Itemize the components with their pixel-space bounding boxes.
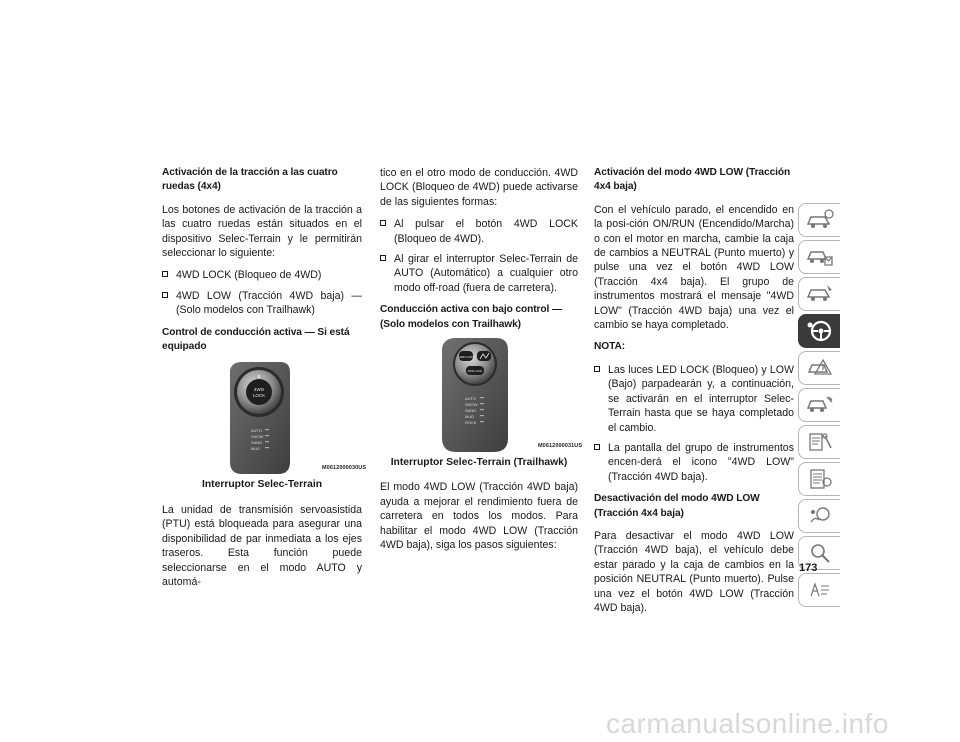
bullet-list <box>594 363 794 484</box>
paragraph: Para desactivar el modo 4WD LOW (Tracción 4WD baja), el vehículo debe estar parado y la caja de cambios en la posición NEUTRAL (Punto muerto). Pulse una vez el botón 4WD LOW (Tracción 4WD baja). <box>594 529 794 614</box>
svg-text:SNOW: SNOW <box>251 434 264 440</box>
svg-text:AUTO: AUTO <box>465 396 477 402</box>
tab-multimedia[interactable] <box>798 499 840 533</box>
section-heading-active-drive-low: Conducción activa con bajo control — (Solo modelos con Trailhawk) <box>380 304 563 330</box>
svg-text:SAND: SAND <box>465 408 477 414</box>
list-item: Al pulsar el botón 4WD LOCK (Bloqueo de 4WD). <box>380 217 578 246</box>
paragraph: El modo 4WD LOW (Tracción 4WD baja) ayuda a mejorar el rendimiento fuera de carretera en todos los modos. Para habilitar el modo 4WD LOW (Tracción 4WD baja), siga los pasos siguientes: <box>380 481 578 552</box>
page-number: 173 <box>799 562 818 574</box>
selec-terrain-switch-image <box>162 362 362 474</box>
tab-steering-wheel[interactable] <box>798 314 840 348</box>
figure-caption: Interruptor Selec-Terrain (Trailhawk) <box>390 457 568 469</box>
list-item: Al girar el interruptor Selec-Terrain de AUTO (Automático) a cualquier otro modo off-road (fuera de carretera). <box>380 252 578 295</box>
list-item: La pantalla del grupo de instrumentos encen-derá el icono "4WD LOW" (Tracción 4WD baja). <box>594 441 794 484</box>
bullet-list <box>380 217 578 295</box>
svg-text:SAND: SAND <box>251 440 263 446</box>
multimedia-icon <box>805 504 835 528</box>
square-bullet-icon <box>380 255 386 261</box>
section-heading-4wd-low-deactivation: Desactivación del modo 4WD LOW (Tracción 4x4 baja) <box>594 493 760 519</box>
svg-text:MUD: MUD <box>465 414 475 420</box>
car-info-icon <box>805 208 835 232</box>
figure-selec-terrain-switch <box>162 362 367 474</box>
svg-text:AUTO: AUTO <box>251 428 263 434</box>
paragraph: tico en el otro modo de conducción. 4WD LOCK (Bloqueo de 4WD) puede activarse de las siguientes formas: <box>380 167 578 208</box>
list-item: 4WD LOW (Tracción 4WD baja) — (Solo modelos con Trailhawk) <box>162 289 362 318</box>
service-icon <box>805 430 835 454</box>
svg-text:LOCK: LOCK <box>252 393 266 399</box>
selec-terrain-trailhawk-image <box>380 338 578 452</box>
column-3 <box>594 166 794 623</box>
figure-selec-terrain-trailhawk <box>380 338 583 452</box>
tab-car-safety[interactable] <box>798 240 840 274</box>
paragraph: La unidad de transmisión servoasistida (PTU) está bloqueada para asegurar una disponibilidad de par inmediata a los ejes traseros. Esta función puede seleccionarse en el modo AUTO y automá- <box>162 503 362 588</box>
square-bullet-icon <box>162 292 168 298</box>
tab-service[interactable] <box>798 425 840 459</box>
chapter-tabs <box>798 203 840 610</box>
section-heading-4x4-activation: Activación de la tracción a las cuatro ruedas (4x4) <box>162 167 338 193</box>
column-1 <box>162 166 367 597</box>
section-heading-4wd-low-activation: Activación del modo 4WD LOW (Tracción 4x4 baja) <box>594 167 791 193</box>
tab-car-info[interactable] <box>798 203 840 237</box>
list-item: Las luces LED LOCK (Bloqueo) y LOW (Bajo) parpadearán y, a continuación, se activarán en el interruptor Selec-Terrain hasta que se haya completado el cambio. <box>594 363 794 435</box>
svg-text:4WD LOW: 4WD LOW <box>459 355 473 360</box>
index-search-icon <box>805 578 835 602</box>
figure-caption: Interruptor Selec-Terrain <box>202 479 322 491</box>
square-bullet-icon <box>162 271 168 277</box>
watermark: carmanualsonline.info <box>606 708 889 739</box>
steering-wheel-icon <box>805 318 835 344</box>
emergency-icon <box>805 393 835 417</box>
square-bullet-icon <box>594 444 600 450</box>
list-item: 4WD LOCK (Bloqueo de 4WD) <box>162 268 362 282</box>
svg-text:SNOW: SNOW <box>465 402 478 408</box>
car-safety-icon <box>805 245 835 269</box>
specifications-icon <box>805 467 835 491</box>
paragraph: Los botones de activación de la tracción a las cuatro ruedas están situados en el dispositivo Selec-Terrain y le permitirán seleccionar lo siguiente: <box>162 203 362 260</box>
tab-warning-lights[interactable] <box>798 351 840 385</box>
tab-emergency[interactable] <box>798 388 840 422</box>
car-start-icon <box>805 282 835 306</box>
svg-text:MUD: MUD <box>251 446 261 452</box>
figure-code: M0612000031US <box>538 443 583 450</box>
column-2 <box>380 166 583 561</box>
square-bullet-icon <box>380 220 386 226</box>
tab-specifications[interactable] <box>798 462 840 496</box>
warning-lights-icon <box>805 356 835 380</box>
paragraph: Con el vehículo parado, el encendido en la posi-ción ON/RUN (Encendido/Marcha) o con el motor en marcha, cambie la caja de cambios a NEUTRAL (Punto muerto) y pulse una vez el botón 4WD LOW (Tracción 4x4 baja). El grupo de instrumentos mostrará el mensaje "4WD LOW" (Tracción 4WD baja) una vez el cambio se haya completado. <box>594 203 794 332</box>
svg-text:4WD LOCK: 4WD LOCK <box>467 369 483 374</box>
svg-text:ROCK: ROCK <box>465 420 477 426</box>
square-bullet-icon <box>594 366 600 372</box>
note-heading: NOTA: <box>594 341 625 353</box>
tab-index-search[interactable] <box>798 573 840 607</box>
svg-text:4WD: 4WD <box>254 387 264 393</box>
bullet-list <box>162 268 362 317</box>
section-heading-active-drive: Control de conducción activa — Si está equipado <box>162 326 350 353</box>
figure-code: M0612000030US <box>322 465 367 472</box>
tab-car-start[interactable] <box>798 277 840 311</box>
